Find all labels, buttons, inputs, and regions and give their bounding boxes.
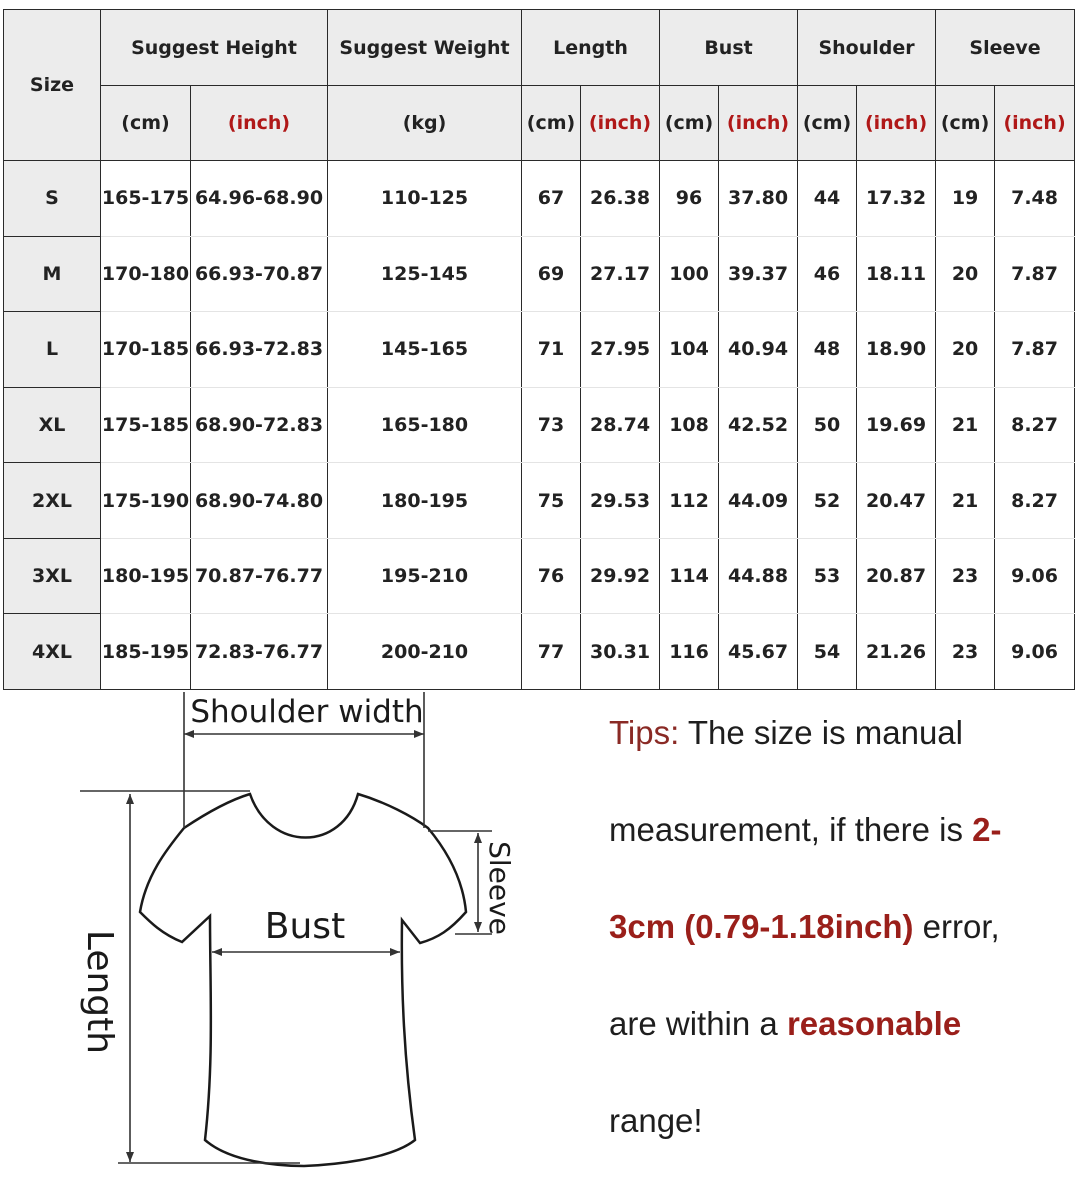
unit-cm: (cm)	[522, 86, 581, 161]
unit-inch: (inch)	[581, 86, 660, 161]
tips-text: error,	[913, 908, 1000, 945]
cell-sleeve-cm: 21	[936, 387, 995, 463]
tips-line-4	[609, 999, 1069, 1096]
cell-height-inch: 68.90-74.80	[191, 463, 328, 539]
cell-height-inch: 64.96-68.90	[191, 161, 328, 237]
tips-highlight: reasonable	[786, 1005, 962, 1042]
table-row	[4, 463, 1075, 539]
tips-highlight: 3cm (0.79-1.18inch)	[609, 908, 914, 945]
size-cell: 4XL	[4, 614, 101, 690]
cell-bust-cm: 96	[660, 161, 719, 237]
cell-height-cm: 170-185	[101, 312, 191, 388]
cell-bust-cm: 100	[660, 236, 719, 312]
cell-shoulder-inch: 19.69	[857, 387, 936, 463]
length-header: Length	[522, 10, 660, 86]
cell-length-inch: 30.31	[581, 614, 660, 690]
tips-text: The size is manual	[679, 714, 963, 751]
size-rows	[4, 161, 1075, 690]
cell-shoulder-inch: 20.47	[857, 463, 936, 539]
cell-shoulder-cm: 53	[798, 538, 857, 614]
cell-shoulder-inch: 21.26	[857, 614, 936, 690]
cell-length-inch: 29.92	[581, 538, 660, 614]
bust-header: Bust	[660, 10, 798, 86]
tips-line-1	[609, 708, 1069, 805]
unit-inch: (inch)	[857, 86, 936, 161]
cell-length-cm: 75	[522, 463, 581, 539]
size-cell: S	[4, 161, 101, 237]
cell-weight-kg: 165-180	[328, 387, 522, 463]
weight-header: Suggest Weight	[328, 10, 522, 86]
cell-length-inch: 27.95	[581, 312, 660, 388]
cell-height-inch: 72.83-76.77	[191, 614, 328, 690]
sleeve-header: Sleeve	[936, 10, 1075, 86]
unit-inch: (inch)	[191, 86, 328, 161]
unit-cm: (cm)	[101, 86, 191, 161]
cell-weight-kg: 110-125	[328, 161, 522, 237]
sleeve-label: Sleeve	[483, 841, 516, 935]
tips-line-2	[609, 805, 1069, 902]
tips-text: range!	[609, 1102, 703, 1139]
unit-cm: (cm)	[660, 86, 719, 161]
cell-sleeve-inch: 9.06	[995, 614, 1075, 690]
cell-shoulder-inch: 18.11	[857, 236, 936, 312]
cell-sleeve-cm: 19	[936, 161, 995, 237]
cell-sleeve-cm: 20	[936, 236, 995, 312]
cell-height-inch: 68.90-72.83	[191, 387, 328, 463]
size-chart-table	[3, 9, 1075, 690]
cell-shoulder-cm: 50	[798, 387, 857, 463]
size-cell: L	[4, 312, 101, 388]
cell-length-cm: 73	[522, 387, 581, 463]
unit-cm: (cm)	[936, 86, 995, 161]
cell-height-inch: 66.93-70.87	[191, 236, 328, 312]
cell-length-cm: 69	[522, 236, 581, 312]
tshirt-measurement-diagram	[0, 690, 560, 1202]
unit-cm: (cm)	[798, 86, 857, 161]
cell-length-inch: 27.17	[581, 236, 660, 312]
tips-highlight: 2-	[972, 811, 1002, 848]
cell-height-cm: 170-180	[101, 236, 191, 312]
size-cell: 3XL	[4, 538, 101, 614]
tips-line-3	[609, 902, 1069, 999]
cell-sleeve-inch: 7.87	[995, 236, 1075, 312]
size-cell: XL	[4, 387, 101, 463]
cell-length-inch: 28.74	[581, 387, 660, 463]
table-row	[4, 614, 1075, 690]
bust-label: Bust	[264, 906, 346, 947]
cell-shoulder-inch: 20.87	[857, 538, 936, 614]
length-label: Length	[79, 929, 120, 1055]
cell-height-cm: 175-185	[101, 387, 191, 463]
cell-sleeve-cm: 23	[936, 538, 995, 614]
cell-length-inch: 29.53	[581, 463, 660, 539]
cell-sleeve-inch: 7.87	[995, 312, 1075, 388]
cell-sleeve-inch: 9.06	[995, 538, 1075, 614]
cell-bust-cm: 112	[660, 463, 719, 539]
table-row	[4, 538, 1075, 614]
table-row	[4, 161, 1075, 237]
cell-shoulder-inch: 18.90	[857, 312, 936, 388]
cell-length-cm: 67	[522, 161, 581, 237]
cell-bust-inch: 39.37	[719, 236, 798, 312]
cell-height-cm: 185-195	[101, 614, 191, 690]
cell-bust-cm: 116	[660, 614, 719, 690]
cell-shoulder-cm: 46	[798, 236, 857, 312]
cell-height-cm: 165-175	[101, 161, 191, 237]
cell-weight-kg: 180-195	[328, 463, 522, 539]
cell-bust-inch: 42.52	[719, 387, 798, 463]
cell-height-cm: 180-195	[101, 538, 191, 614]
tips-line-5	[609, 1096, 1069, 1193]
cell-bust-inch: 44.88	[719, 538, 798, 614]
table-row	[4, 387, 1075, 463]
cell-bust-inch: 44.09	[719, 463, 798, 539]
size-cell: 2XL	[4, 463, 101, 539]
cell-height-inch: 70.87-76.77	[191, 538, 328, 614]
cell-shoulder-inch: 17.32	[857, 161, 936, 237]
cell-shoulder-cm: 48	[798, 312, 857, 388]
cell-height-inch: 66.93-72.83	[191, 312, 328, 388]
cell-length-cm: 76	[522, 538, 581, 614]
tshirt-outline	[140, 794, 466, 1166]
tips-text: measurement, if there is	[609, 811, 973, 848]
shoulder-header: Shoulder	[798, 10, 936, 86]
shoulder-width-label: Shoulder width	[190, 694, 424, 730]
cell-shoulder-cm: 54	[798, 614, 857, 690]
cell-shoulder-cm: 44	[798, 161, 857, 237]
cell-sleeve-cm: 23	[936, 614, 995, 690]
cell-sleeve-inch: 7.48	[995, 161, 1075, 237]
cell-bust-cm: 108	[660, 387, 719, 463]
cell-sleeve-cm: 20	[936, 312, 995, 388]
unit-inch: (inch)	[995, 86, 1075, 161]
table-row	[4, 312, 1075, 388]
size-cell: M	[4, 236, 101, 312]
cell-sleeve-inch: 8.27	[995, 387, 1075, 463]
cell-sleeve-inch: 8.27	[995, 463, 1075, 539]
cell-bust-cm: 114	[660, 538, 719, 614]
cell-bust-cm: 104	[660, 312, 719, 388]
unit-inch: (inch)	[719, 86, 798, 161]
cell-weight-kg: 125-145	[328, 236, 522, 312]
cell-bust-inch: 37.80	[719, 161, 798, 237]
cell-weight-kg: 200-210	[328, 614, 522, 690]
cell-shoulder-cm: 52	[798, 463, 857, 539]
table-row	[4, 236, 1075, 312]
cell-bust-inch: 45.67	[719, 614, 798, 690]
tips-label: Tips:	[609, 714, 680, 751]
cell-bust-inch: 40.94	[719, 312, 798, 388]
height-header: Suggest Height	[101, 10, 328, 86]
cell-length-inch: 26.38	[581, 161, 660, 237]
cell-length-cm: 71	[522, 312, 581, 388]
cell-length-cm: 77	[522, 614, 581, 690]
tips-text: are within a	[609, 1005, 787, 1042]
cell-weight-kg: 195-210	[328, 538, 522, 614]
tips-note	[609, 708, 1069, 1193]
cell-weight-kg: 145-165	[328, 312, 522, 388]
size-header: Size	[4, 10, 101, 161]
unit-kg: (kg)	[328, 86, 522, 161]
cell-sleeve-cm: 21	[936, 463, 995, 539]
cell-height-cm: 175-190	[101, 463, 191, 539]
